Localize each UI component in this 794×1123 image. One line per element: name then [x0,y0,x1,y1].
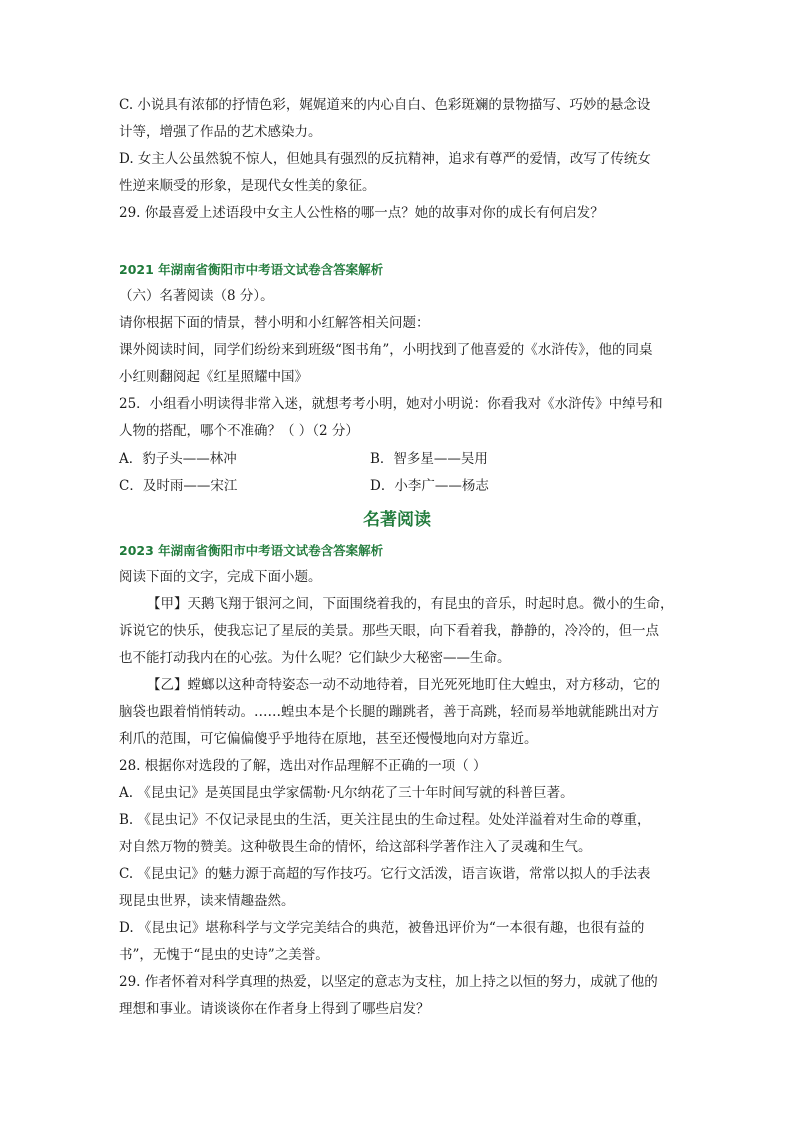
source-label-2023: 2023 年湖南省衡阳市中考语文试卷含答案解析 [119,543,384,558]
question-29b-line1: 29. 作者怀着对科学真理的热爱，以坚定的意志为支柱，加上持之以恒的努力，成就了他的 [119,974,658,990]
passage-yi-line3: 利爪的范围，可它偏偏傻乎乎地待在原地，甚至还慢慢地向对方靠近。 [119,731,538,747]
reading-instruction: 阅读下面的文字，完成下面小题。 [119,569,322,585]
passage-yi-line2: 脑袋也跟着悄悄转动。……蝗虫本是个长腿的蹦跳者，善于高跳，轻而易举地就能跳出对方 [119,704,659,720]
option-d-line2: 性逆来顺受的形象，是现代女性美的象征。 [119,178,376,194]
section-heading: （六）名著阅读（8 分）。 [119,288,274,304]
option-d-line1: D. 女主人公虽然貌不惊人，但她具有强烈的反抗精神，追求有尊严的爱情，改写了传统女 [119,151,651,167]
q28-option-c-line1: C. 《昆虫记》的魅力源于高超的写作技巧。它行文活泼，语言诙谐，常常以拟人的手法表 [119,866,651,882]
q28-option-d-line1: D. 《昆虫记》堪称科学与文学完美结合的典范，被鲁迅评价为“一本很有趣，也很有益的 [119,920,645,936]
question-25-line2: 人物的搭配，哪个不准确？（ ）（2 分） [119,423,359,439]
q28-option-a: A. 《昆虫记》是英国昆虫学家儒勒·凡尔纳花了三十年时间写就的科普巨著。 [119,785,574,801]
q28-option-b-line2: 对自然万物的赞美。这种敬畏生命的情怀，给这部科学著作注入了灵魂和生气。 [119,839,592,855]
option-c-line2: 计等，增强了作品的艺术感染力。 [119,124,322,140]
option-d: D．小李广——杨志 [370,478,489,494]
option-b: B．智多星——吴用 [370,451,488,467]
passage-yi-line1: 【乙】螳螂以这种奇特姿态一动不动地待着，目光死死地盯住大蝗虫，对方移动，它的 [147,677,660,693]
passage-jia-line3: 也不能打动我内在的心弦。为什么呢？它们缺少大秘密——生命。 [119,650,511,666]
question-28: 28. 根据你对选段的了解，选出对作品理解不正确的一项（ ） [119,758,487,774]
source-label-2021: 2021 年湖南省衡阳市中考语文试卷含答案解析 [119,262,384,277]
question-25-line1: 25．小组看小明读得非常入迷，就想考考小明，她对小明说：你看我对《水浒传》中绰号和 [119,396,663,412]
section-title: 名著阅读 [363,510,431,530]
scenario-line2: 小红则翻阅起《红星照耀中国》 [119,369,308,385]
q28-option-d-line2: 书”，无愧于“昆虫的史诗”之美誉。 [119,947,329,963]
passage-jia-line1: 【甲】天鹅飞翔于银河之间，下面围绕着我的，有昆虫的音乐，时起时息。微小的生命， [147,596,674,612]
instruction: 请你根据下面的情景，替小明和小红解答相关问题： [119,315,430,331]
q28-option-b-line1: B. 《昆虫记》不仅记录昆虫的生活，更关注昆虫的生命过程。处处洋溢着对生命的尊重， [119,812,651,828]
question-29: 29. 你最喜爱上述语段中女主人公性格的哪一点？她的故事对你的成长有何启发？ [119,205,604,221]
q28-option-c-line2: 现昆虫世界，读来情趣盎然。 [119,893,295,909]
option-c-line1: C. 小说具有浓郁的抒情色彩，娓娓道来的内心自白、色彩斑斓的景物描写、巧妙的悬念设 [119,97,651,113]
passage-jia-line2: 诉说它的快乐，使我忘记了星辰的美景。那些天眼，向下看着我，静静的，冷冷的，但一点 [119,623,659,639]
option-a: A．豹子头——林冲 [119,451,237,467]
question-29b-line2: 理想和事业。请谈谈你在作者身上得到了哪些启发？ [119,1001,430,1017]
option-c: C．及时雨——宋江 [119,478,238,494]
scenario-line1: 课外阅读时间，同学们纷纷来到班级“图书角”，小明找到了他喜爱的《水浒传》，他的同桌 [119,342,653,358]
